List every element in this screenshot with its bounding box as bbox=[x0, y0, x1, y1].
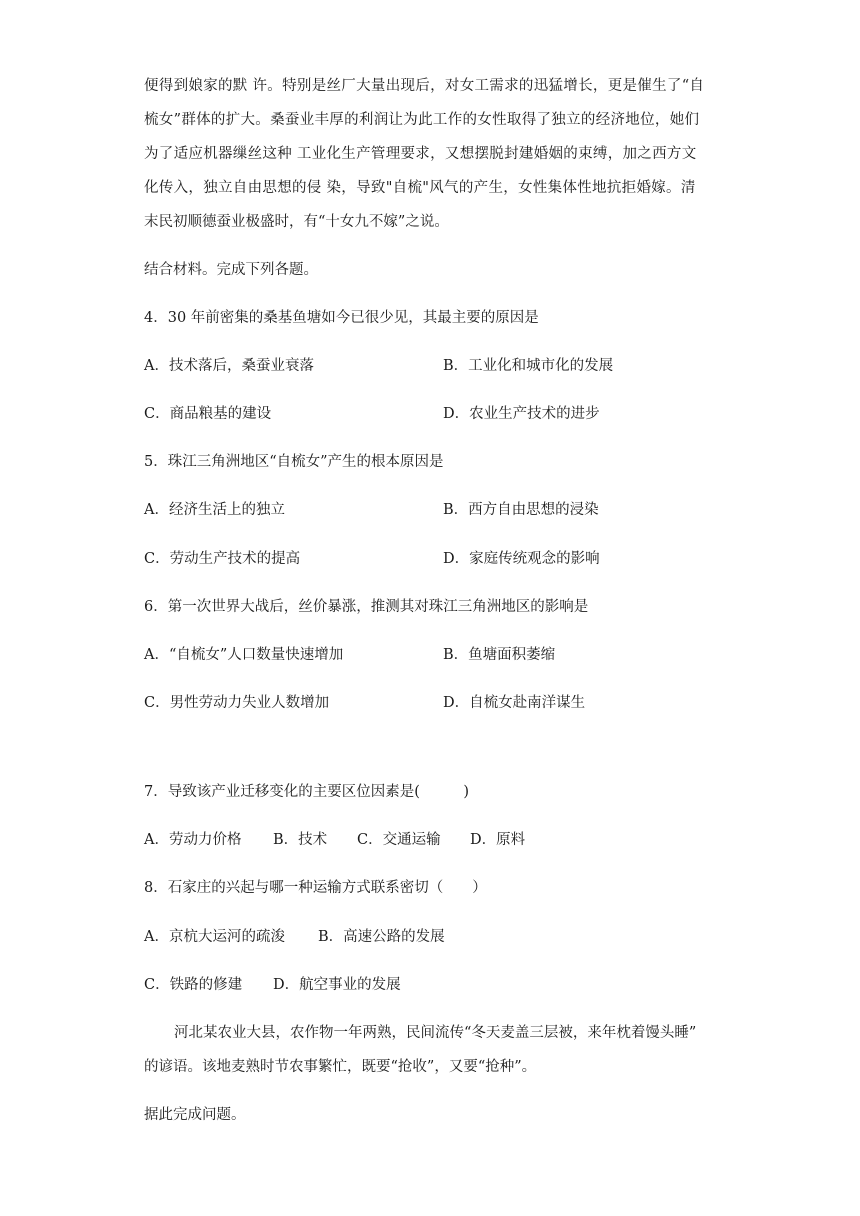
question-stem: 5．珠江三角洲地区“自梳女”产生的根本原因是 bbox=[144, 454, 444, 470]
passage-line: 为了适应机器缫丝这种 工业化生产管理要求，又想摆脱封建婚姻的束缚，加之西方文 bbox=[144, 146, 697, 162]
passage-line: 梳女”群体的扩大。桑蚕业丰厚的利润让为此工作的女性取得了独立的经济地位，她们 bbox=[144, 112, 700, 128]
passage-line: 化传入，独立自由思想的侵 染，导致"自梳"风气的产生，女性集体性地抗拒婚嫁。清 bbox=[144, 180, 696, 196]
option-d: D．农业生产技术的进步 bbox=[443, 406, 600, 422]
passage2-line: 的谚语。该地麦熟时节农事繁忙，既要“抢收”，又要“抢种”。 bbox=[144, 1059, 537, 1075]
question-stem: 6．第一次世界大战后，丝价暴涨，推测其对珠江三角洲地区的影响是 bbox=[144, 599, 589, 615]
option-d: D．自梳女赴南洋谋生 bbox=[443, 695, 586, 711]
option-a: A．京杭大运河的疏浚 bbox=[144, 929, 285, 945]
option-d: D．航空事业的发展 bbox=[273, 977, 401, 993]
option-a: A．技术落后，桑蚕业衰落 bbox=[144, 358, 314, 374]
question-stem: 8．石家庄的兴起与哪一种运输方式联系密切（ ） bbox=[144, 880, 487, 896]
option-c: C．交通运输 bbox=[357, 832, 441, 848]
option-d: D．家庭传统观念的影响 bbox=[443, 551, 600, 567]
option-c: C．商品粮基的建设 bbox=[144, 406, 272, 422]
passage-line: 末民初顺德蚕业极盛时，有“十女九不嫁”之说。 bbox=[144, 214, 449, 230]
question-stem: 7．导致该产业迁移变化的主要区位因素是( ) bbox=[144, 784, 470, 800]
option-b: B．技术 bbox=[273, 832, 328, 848]
option-c: C．铁路的修建 bbox=[144, 977, 243, 993]
instruction2: 据此完成问题。 bbox=[144, 1107, 246, 1123]
option-a: A．“自梳女”人口数量快速增加 bbox=[144, 647, 344, 663]
option-c: C．男性劳动力失业人数增加 bbox=[144, 695, 330, 711]
option-d: D．原料 bbox=[470, 832, 526, 848]
passage-line: 便得到娘家的默 许。特别是丝厂大量出现后，对女工需求的迅猛增长，更是催生了“自 bbox=[144, 78, 705, 94]
option-c: C．劳动生产技术的提高 bbox=[144, 551, 301, 567]
option-b: B．高速公路的发展 bbox=[318, 929, 445, 945]
question-stem: 4．30 年前密集的桑基鱼塘如今已很少见，其最主要的原因是 bbox=[144, 310, 539, 326]
option-b: B．西方自由思想的浸染 bbox=[443, 502, 599, 518]
passage2-line: 河北某农业大县，农作物一年两熟，民间流传“冬天麦盖三层被，来年枕着馒头睡” bbox=[174, 1025, 697, 1041]
option-a: A．经济生活上的独立 bbox=[144, 502, 285, 518]
option-b: B．鱼塘面积萎缩 bbox=[443, 647, 556, 663]
option-a: A．劳动力价格 bbox=[144, 832, 242, 848]
instruction: 结合材料。完成下列各题。 bbox=[144, 262, 318, 278]
option-b: B．工业化和城市化的发展 bbox=[443, 358, 614, 374]
